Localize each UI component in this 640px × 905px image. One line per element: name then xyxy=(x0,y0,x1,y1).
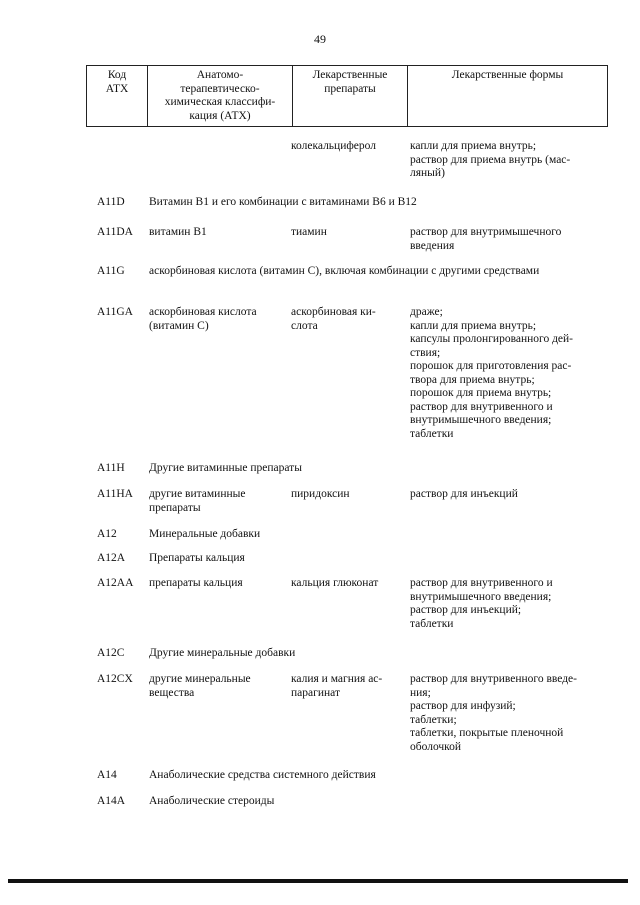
group-title: Анаболические стероиды xyxy=(149,795,275,807)
group-title: Витамин B1 и его комбинации с витаминами B6 и B12 xyxy=(149,196,417,208)
atc-code: A12A xyxy=(97,552,126,564)
drug-name: аскорбиновая ки- слота xyxy=(291,306,376,332)
atc-classification: другие минеральные вещества xyxy=(149,673,251,699)
group-title: аскорбиновая кислота (витамин С), включая комбинации с другими средствами xyxy=(149,265,540,277)
header-forms: Лекарственные формы xyxy=(408,66,608,127)
atc-code: A11DA xyxy=(97,226,133,238)
atc-code: A14 xyxy=(97,769,117,781)
atc-code: A14A xyxy=(97,795,126,807)
header-classification: Анатомо- терапевтическо- химическая классифи- кация (АТХ) xyxy=(148,66,293,127)
header-drugs: Лекарственные препараты xyxy=(293,66,408,127)
dosage-forms: драже; капли для приема внутрь; капсулы пролонгированного дей- ствия; порошок для приготовления рас- твора для приема внутрь; порошок для приема внутрь; раствор для внутривенного и внутримышечного введения; таблетки xyxy=(410,306,574,440)
drug-name: тиамин xyxy=(291,226,327,238)
page-number: 49 xyxy=(314,32,326,46)
dosage-forms: раствор для инъекций xyxy=(410,488,518,500)
drug-name: кальция глюконат xyxy=(291,577,379,589)
group-title: Минеральные добавки xyxy=(149,528,261,540)
drug-name: пиридоксин xyxy=(291,488,350,500)
group-title: Препараты кальция xyxy=(149,552,245,564)
atc-classification: препараты кальция xyxy=(149,577,243,589)
page-bottom-rule xyxy=(8,879,628,883)
atc-code: A11GA xyxy=(97,306,133,318)
atc-classification: аскорбиновая кислота (витамин С) xyxy=(149,306,257,332)
atc-classification: витамин B1 xyxy=(149,226,207,238)
atc-code: A11H xyxy=(97,462,125,474)
group-title: Другие минеральные добавки xyxy=(149,647,296,659)
group-title: Анаболические средства системного действия xyxy=(149,769,376,781)
atc-code: A11D xyxy=(97,196,125,208)
group-title: Другие витаминные препараты xyxy=(149,462,302,474)
drug-name: калия и магния ас- парагинат xyxy=(291,673,383,699)
dosage-forms: капли для приема внутрь; раствор для приема внутрь (мас- ляный) xyxy=(410,140,571,179)
dosage-forms: раствор для внутривенного и внутримышечного введения; раствор для инъекций; таблетки xyxy=(410,577,553,630)
header-code: Код АТХ xyxy=(87,66,148,127)
drug-name: колекальциферол xyxy=(291,140,376,152)
atc-code: A11G xyxy=(97,265,125,277)
atc-table-header xyxy=(86,65,608,127)
dosage-forms: раствор для внутривенного введе- ния; раствор для инфузий; таблетки; таблетки, покрытые пленочной оболочкой xyxy=(410,673,577,753)
dosage-forms: раствор для внутримышечного введения xyxy=(410,226,562,252)
atc-code: A12CX xyxy=(97,673,133,685)
atc-classification: другие витаминные препараты xyxy=(149,488,246,514)
atc-code: A12C xyxy=(97,647,125,659)
atc-code: A11HA xyxy=(97,488,133,500)
atc-code: A12 xyxy=(97,528,117,540)
atc-code: A12AA xyxy=(97,577,134,589)
